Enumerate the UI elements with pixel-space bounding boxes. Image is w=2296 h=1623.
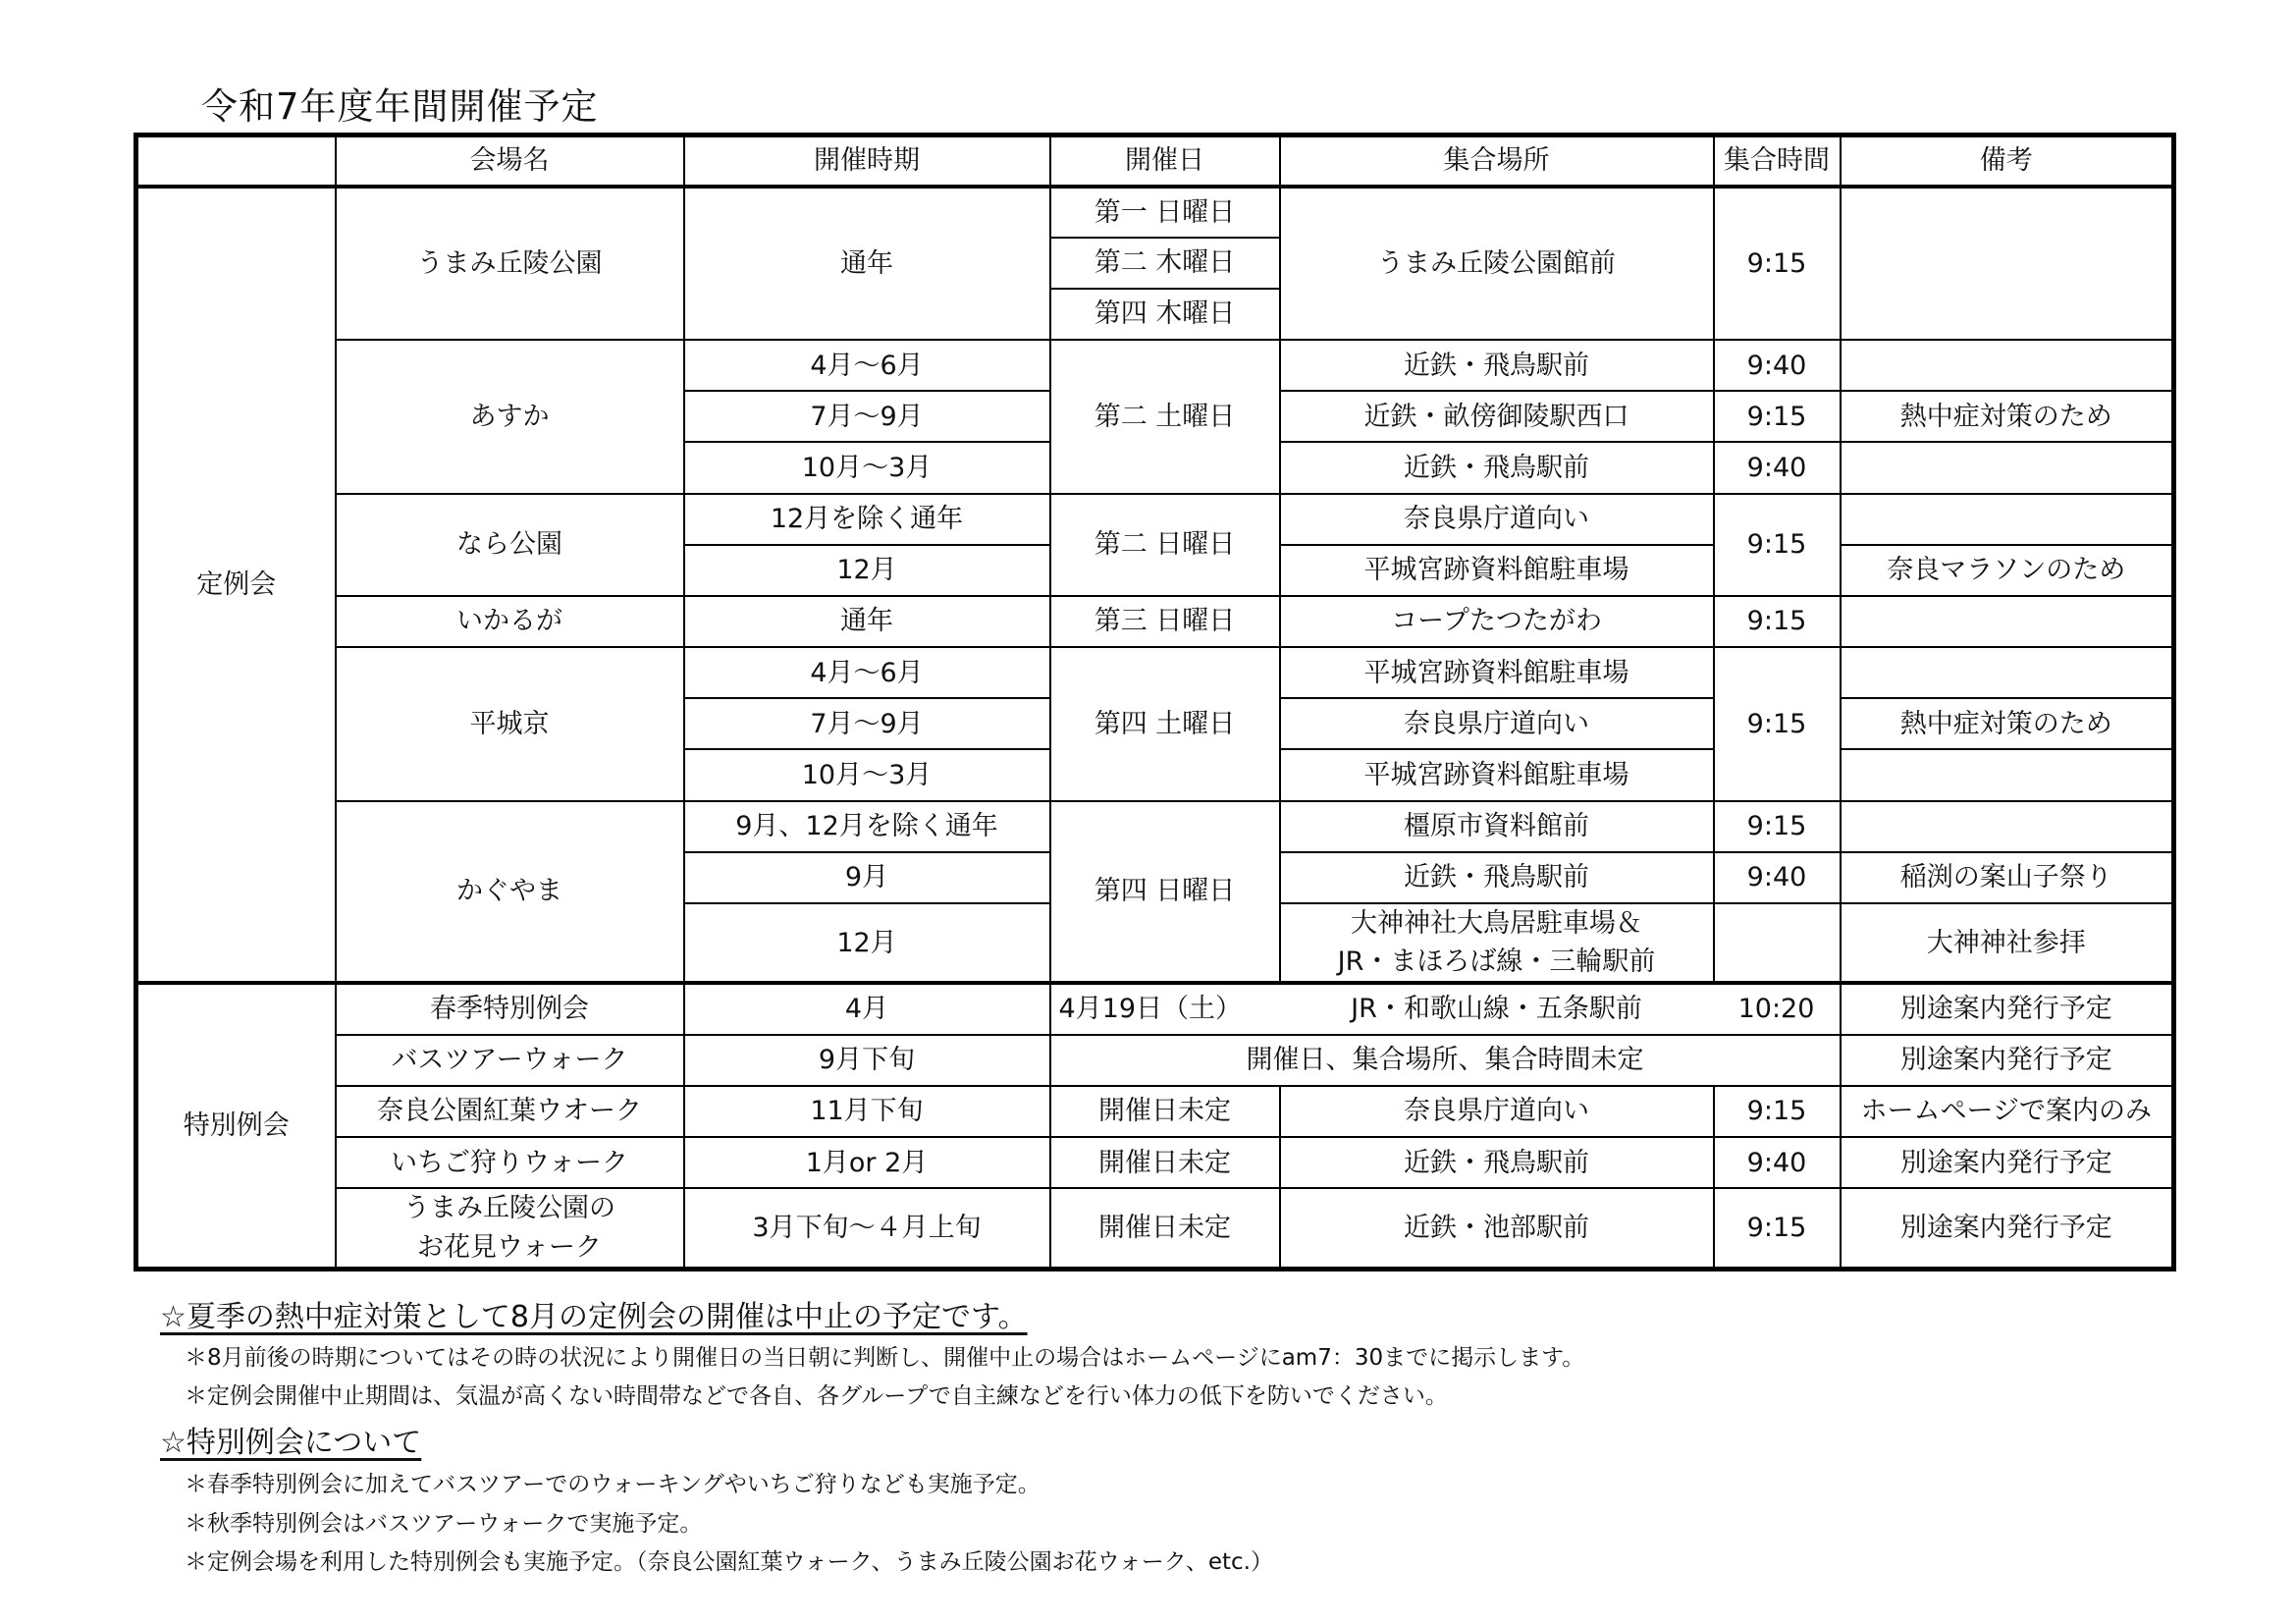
time-cell: 9:15 — [1714, 801, 1841, 852]
place-cell: 奈良県庁道向い — [1280, 494, 1714, 545]
time-cell: 9:15 — [1714, 1086, 1841, 1137]
table-row — [136, 596, 2174, 647]
table-row — [136, 1188, 2174, 1269]
place-cell: 奈良県庁道向い — [1280, 1086, 1714, 1137]
special-note: ＊定例会場を利用した特別例会も実施予定。（奈良公園紅葉ウォーク、うまみ丘陵公園お花ウォーク、etc.） — [185, 1549, 1273, 1575]
day-cell: 開催日未定 — [1050, 1188, 1280, 1269]
page-title: 令和7年度年間開催予定 — [201, 85, 599, 128]
table-row — [136, 647, 2174, 698]
place-cell: 平城宮跡資料館駐車場 — [1280, 545, 1714, 596]
place-line: 大神神社大鳥居駐車場＆ — [1351, 908, 1642, 940]
day-cell: 第三 日曜日 — [1050, 596, 1280, 647]
day-cell: 第一 日曜日 — [1050, 187, 1280, 238]
note-cell — [1841, 187, 2174, 341]
place-cell: 近鉄・飛鳥駅前 — [1280, 442, 1714, 493]
period-cell: 11月下旬 — [684, 1086, 1050, 1137]
header-time: 集合時間 — [1714, 135, 1841, 187]
table-row — [136, 801, 2174, 852]
place-cell: 近鉄・飛鳥駅前 — [1280, 852, 1714, 903]
table-row — [136, 494, 2174, 545]
period-cell: 12月 — [684, 545, 1050, 596]
special-note: ＊春季特別例会に加えてバスツアーでのウォーキングやいちご狩りなども実施予定。 — [185, 1472, 1041, 1497]
time-cell: 9:40 — [1714, 852, 1841, 903]
period-cell: 9月下旬 — [684, 1035, 1050, 1086]
note-cell: 別途案内発行予定 — [1841, 1137, 2174, 1188]
note-cell — [1841, 749, 2174, 800]
time-cell: 9:40 — [1714, 1137, 1841, 1188]
place-cell: 近鉄・畝傍御陵駅西口 — [1280, 391, 1714, 442]
header-category — [136, 135, 336, 187]
note-cell: 熱中症対策のため — [1841, 698, 2174, 749]
header-note: 備考 — [1841, 135, 2174, 187]
period-cell: 9月、12月を除く通年 — [684, 801, 1050, 852]
day-cell: 第二 土曜日 — [1050, 340, 1280, 494]
special-note: ＊秋季特別例会はバスツアーウォークで実施予定。 — [185, 1511, 703, 1537]
note-cell: 稲渕の案山子祭り — [1841, 852, 2174, 903]
header-period: 開催時期 — [684, 135, 1050, 187]
place-cell: 平城宮跡資料館駐車場 — [1280, 647, 1714, 698]
period-cell: 4月 — [684, 983, 1050, 1034]
venue-cell: なら公園 — [336, 494, 684, 596]
place-cell: 橿原市資料館前 — [1280, 801, 1714, 852]
day-cell: 第四 木曜日 — [1050, 289, 1280, 340]
place-cell: JR・和歌山線・五条駅前 — [1280, 983, 1714, 1034]
time-cell: 9:15 — [1714, 596, 1841, 647]
note-cell — [1841, 340, 2174, 391]
time-cell: 10:20 — [1714, 983, 1841, 1034]
period-cell: 10月～3月 — [684, 442, 1050, 493]
summer-note: ＊定例会開催中止期間は、気温が高くない時間帯などで各自、各グループで自主練などを行い体力の低下を防いでください。 — [185, 1383, 1448, 1409]
venue-cell: あすか — [336, 340, 684, 494]
time-cell: 9:15 — [1714, 1188, 1841, 1269]
period-cell: 7月～9月 — [684, 391, 1050, 442]
table-row — [136, 1086, 2174, 1137]
note-cell — [1841, 442, 2174, 493]
table-row — [136, 340, 2174, 391]
venue-cell: いかるが — [336, 596, 684, 647]
place-cell: 近鉄・飛鳥駅前 — [1280, 1137, 1714, 1188]
place-cell: うまみ丘陵公園館前 — [1280, 187, 1714, 341]
merged-undecided-cell: 開催日、集合場所、集合時間未定 — [1050, 1035, 1841, 1086]
time-cell — [1714, 903, 1841, 984]
day-cell: 開催日未定 — [1050, 1137, 1280, 1188]
note-cell — [1841, 494, 2174, 545]
note-cell — [1841, 647, 2174, 698]
schedule-table — [133, 133, 2176, 1271]
table-row — [136, 983, 2174, 1034]
header-venue: 会場名 — [336, 135, 684, 187]
table-row — [136, 1035, 2174, 1086]
note-cell: 別途案内発行予定 — [1841, 1188, 2174, 1269]
place-line: JR・まほろば線・三輪駅前 — [1337, 947, 1656, 978]
time-cell: 9:15 — [1714, 391, 1841, 442]
period-cell: 通年 — [684, 187, 1050, 341]
day-cell: 第四 日曜日 — [1050, 801, 1280, 984]
period-cell: 4月～6月 — [684, 647, 1050, 698]
summer-heading: ☆夏季の熱中症対策として8月の定例会の開催は中止の予定です。 — [160, 1300, 1028, 1334]
period-cell: 12月 — [684, 903, 1050, 984]
day-cell: 第二 日曜日 — [1050, 494, 1280, 596]
place-cell: 平城宮跡資料館駐車場 — [1280, 749, 1714, 800]
venue-cell — [336, 1188, 684, 1269]
time-cell: 9:40 — [1714, 340, 1841, 391]
category-regular: 定例会 — [136, 187, 336, 984]
header-place: 集合場所 — [1280, 135, 1714, 187]
venue-cell: 春季特別例会 — [336, 983, 684, 1034]
period-cell: 7月～9月 — [684, 698, 1050, 749]
place-cell: コープたつたがわ — [1280, 596, 1714, 647]
period-cell: 10月～3月 — [684, 749, 1050, 800]
place-cell: 近鉄・池部駅前 — [1280, 1188, 1714, 1269]
period-cell: 3月下旬～４月上旬 — [684, 1188, 1050, 1269]
day-cell: 第四 土曜日 — [1050, 647, 1280, 801]
note-cell — [1841, 596, 2174, 647]
day-cell: 第二 木曜日 — [1050, 238, 1280, 289]
venue-cell: 奈良公園紅葉ウオーク — [336, 1086, 684, 1137]
note-cell — [1841, 801, 2174, 852]
period-cell: 1月or 2月 — [684, 1137, 1050, 1188]
header-day: 開催日 — [1050, 135, 1280, 187]
period-cell: 9月 — [684, 852, 1050, 903]
venue-cell: いちご狩りウォーク — [336, 1137, 684, 1188]
note-cell: 熱中症対策のため — [1841, 391, 2174, 442]
place-cell: 奈良県庁道向い — [1280, 698, 1714, 749]
note-cell: 大神神社参拝 — [1841, 903, 2174, 984]
note-cell: 奈良マラソンのため — [1841, 545, 2174, 596]
venue-line: うまみ丘陵公園の — [403, 1193, 615, 1224]
place-cell — [1280, 903, 1714, 984]
time-cell: 9:40 — [1714, 442, 1841, 493]
period-cell: 12月を除く通年 — [684, 494, 1050, 545]
note-cell: ホームページで案内のみ — [1841, 1086, 2174, 1137]
time-cell: 9:15 — [1714, 647, 1841, 801]
time-cell: 9:15 — [1714, 187, 1841, 341]
category-special: 特別例会 — [136, 983, 336, 1269]
period-cell: 通年 — [684, 596, 1050, 647]
venue-line: お花見ウォーク — [417, 1231, 602, 1263]
place-cell: 近鉄・飛鳥駅前 — [1280, 340, 1714, 391]
note-cell: 別途案内発行予定 — [1841, 1035, 2174, 1086]
period-cell: 4月～6月 — [684, 340, 1050, 391]
time-cell: 9:15 — [1714, 494, 1841, 596]
venue-cell: かぐやま — [336, 801, 684, 984]
day-cell: 開催日未定 — [1050, 1086, 1280, 1137]
summer-note: ＊8月前後の時期についてはその時の状況により開催日の当日朝に判断し、開催中止の場合はホームページにam7：30までに掲示します。 — [185, 1345, 1585, 1371]
note-cell: 別途案内発行予定 — [1841, 983, 2174, 1034]
day-cell: 4月19日（土） — [1050, 983, 1280, 1034]
venue-cell: バスツアーウォーク — [336, 1035, 684, 1086]
special-heading: ☆特別例会について — [160, 1426, 422, 1460]
venue-cell: 平城京 — [336, 647, 684, 801]
venue-cell: うまみ丘陵公園 — [336, 187, 684, 341]
header-row — [136, 135, 2174, 187]
table-row — [136, 1137, 2174, 1188]
table-row — [136, 187, 2174, 238]
